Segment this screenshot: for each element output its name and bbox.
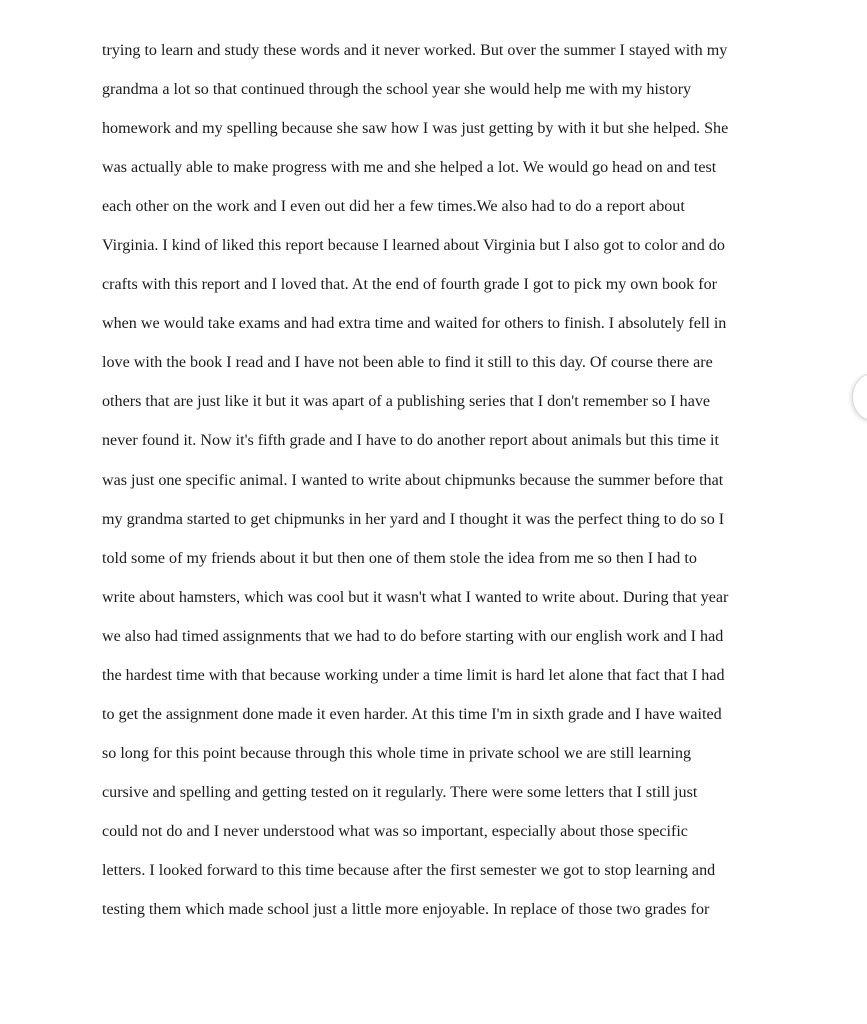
text-line: write about hamsters, which was cool but it wasn't what I wanted to write about. During that year [102,588,729,606]
side-panel-handle[interactable] [852,373,867,421]
text-line: crafts with this report and I loved that. At the end of fourth grade I got to pick my own book for [102,276,717,294]
text-line: homework and my spelling because she saw how I was just getting by with it but she helped. She [102,120,729,138]
text-line: the hardest time with that because working under a time limit is hard let alone that fact that I had [102,666,725,684]
text-line: was actually able to make progress with me and she helped a lot. We would go head on and test [102,159,717,177]
text-line: Virginia. I kind of liked this report because I learned about Virginia but I also got to color and do [102,237,725,255]
text-line: letters. I looked forward to this time because after the first semester we got to stop learning and [102,861,716,879]
text-line: love with the book I read and I have not been able to find it still to this day. Of course there are [102,354,713,372]
text-line: grandma a lot so that continued through the school year she would help me with my history [102,81,692,99]
text-line: could not do and I never understood what was so important, especially about those specific [102,822,688,840]
text-line: to get the assignment done made it even harder. At this time I'm in sixth grade and I have waited [102,705,722,723]
text-line: testing them which made school just a little more enjoyable. In replace of those two grades for [102,901,710,919]
text-line: my grandma started to get chipmunks in her yard and I thought it was the perfect thing to do so I [102,510,725,528]
text-line: we also had timed assignments that we had to do before starting with our english work and I had [102,627,724,645]
document-body [102,31,782,929]
text-line: when we would take exams and had extra time and waited for others to finish. I absolutely fell in [102,315,727,333]
text-line: cursive and spelling and getting tested on it regularly. There were some letters that I still just [102,783,698,801]
text-line: never found it. Now it's fifth grade and I have to do another report about animals but this time it [102,432,719,450]
text-line: so long for this point because through this whole time in private school we are still learning [102,744,692,762]
text-line: was just one specific animal. I wanted to write about chipmunks because the summer before that [102,471,724,489]
text-line: trying to learn and study these words and it never worked. But over the summer I stayed with my [102,42,728,59]
text-line: told some of my friends about it but then one of them stole the idea from me so then I had to [102,549,697,567]
text-line: each other on the work and I even out did her a few times.We also had to do a report about [102,198,685,216]
text-line: others that are just like it but it was apart of a publishing series that I don't remember so I have [102,393,711,411]
